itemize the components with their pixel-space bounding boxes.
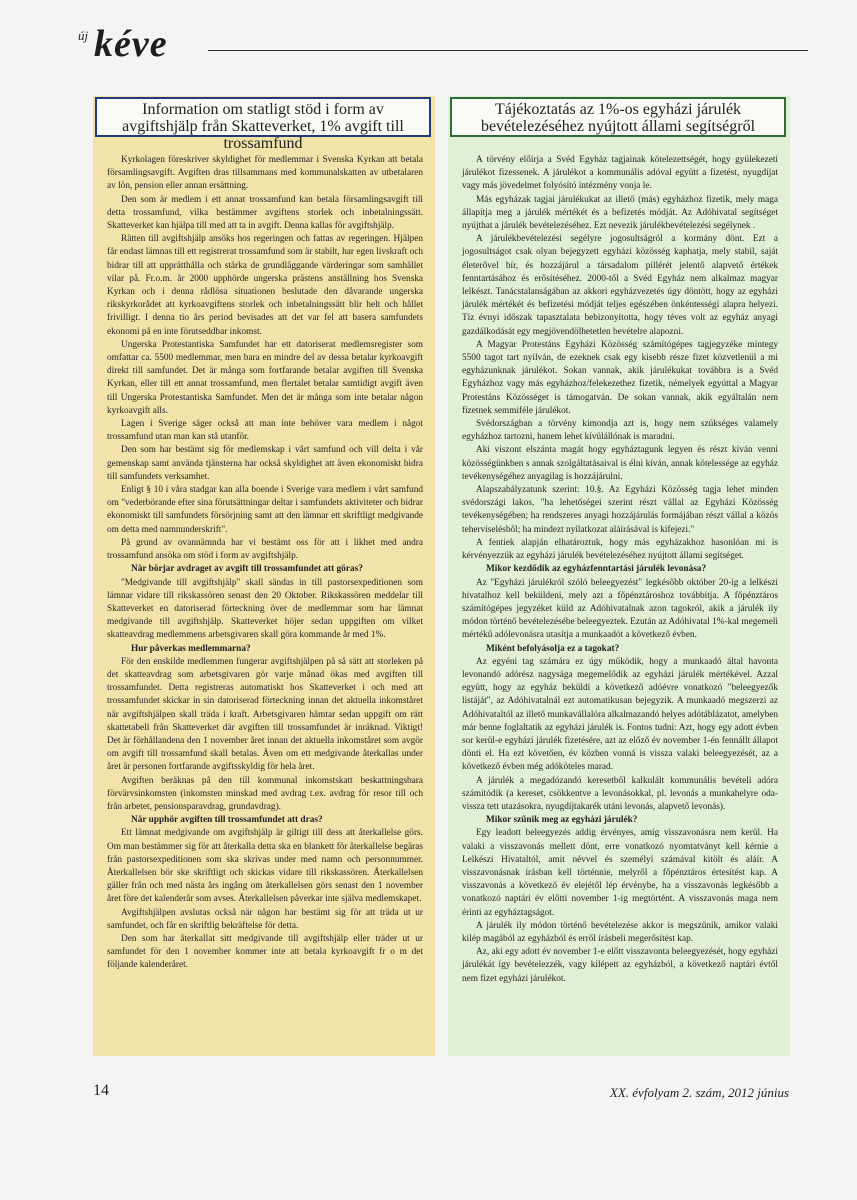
issue-line: XX. évfolyam 2. szám, 2012 június xyxy=(609,1085,789,1100)
subheading: Miként befolyásolja ez a tagokat? xyxy=(486,643,620,654)
swedish-article-body xyxy=(107,154,423,973)
hungarian-article-column xyxy=(448,96,790,1056)
paragraph: Enligt § 10 i våra stadgar kan alla boende i Sverige vara medlem i vårt samfund om "vederbörande efter sina förutsättningar deltar i samfundets aktiviteter och bidrar ekonomiskt till samfundets försörjning samt att den lämnar ett skriftligt medgivande om detta med namnunderskrift". xyxy=(107,485,423,535)
paragraph: Ungerska Protestantiska Samfundet har ett datoriserat medlemsregister som omfattar ca. 5500 medlemmar, men bara en mindre del av dessa betalar kyrkoavgift direkt till samfundet. Det är många som fortfarande betalar avgiften till Svenska Kyrkan, eller till ett annat trossamfund, men flertalet betalar samtidigt avgift även till Ungerska Protestantiska Samfundet. Men det är många som inte betalar någon kyrkoavgift alls. xyxy=(107,339,423,416)
swedish-article-column xyxy=(93,96,435,1056)
subheading: Mikor kezdődik az egyházfenntartási járulék levonása? xyxy=(486,564,707,575)
paragraph: Rätten till avgiftshjälp ansöks hos regeringen och fattas av regeringen. Hjälpen får endast lämnas till ett registrerat trossamfund som är stabilt, har egen livskraft och bidrar till att upprätthålla och stärka de grundläggande värderingar som samhället vilar på. Fr.o.m. år 2000 upphörde ungerska prästens anställning hos Svenska Kyrkan och i denna rådlösa situationen beslutade den dåvarande ungerska rikskyrkorådet att kyrkoavgiftens storlek och inbetalningssätt blir helt och hållet frivilligt. I denna tio års period bevisades att det var fel att basera samfundets ekonomi på en inte förutseddbar inkomst. xyxy=(107,234,423,337)
paragraph: A fentiek alapján elhatároztuk, hogy más egyházakhoz hasonlóan mi is kérvényezzük az egyházi járulék bevételezéséhez nyújtott állami segítséget. xyxy=(462,537,778,562)
paragraph: Aki viszont elszánta magát hogy egyháztagunk legyen és részt kíván venni közösségünkben s annak szolgáltatásaival is élni kíván, annak kötelessége az egyház tevékenységéhez anyagilag is hozzájárulni. xyxy=(462,445,778,482)
paragraph: A Magyar Protestáns Egyházi Közösség számítógépes tagjegyzéke mintegy 5500 tagot tart nyilván, de ezeknek csak egy kisebb része fizet közvetlenül a mi egyházunknak járulékot. Sokan vannak, akik járulékukat továbbra is a Svéd Egyházhoz vagy más egyházhoz/felekezethez fizetik, némelyek egyúttal a Magyar Protestáns Közösséget is támogatván. De sokan vannak, akik egyáltalán nem fizetnek semmiféle járulékot. xyxy=(462,339,778,416)
masthead xyxy=(78,24,808,64)
paragraph: Den som är medlem i ett annat trossamfund kan betala församlingsavgift till detta trossamfund, vilka bestämmer avgiftens storlek och inbetalningssätt. Skatteverket kan hjälpa till med att ta in avgift. Denna kallas för avgiftshjälp. xyxy=(107,194,423,232)
page-number: 14 xyxy=(93,1082,109,1099)
masthead-rule xyxy=(208,50,808,51)
masthead-logo: kéve xyxy=(94,23,168,65)
subheading: När upphör avgiften till trossamfundet att dras? xyxy=(131,815,323,826)
paragraph: För den enskilde medlemmen fungerar avgiftshjälpen på så sätt att storleken på det skatteavdrag som arbetsgivaren gör varje månad ökas med avgiften till trossamfundet. Detta registreras automatiskt hos Skatteverket i och med att trossamfundet skickar in sin datoriserad förteckning innan det aktuella inkomståret när avgiftshjälpen skall träda i kraft. Arbetsgivaren hämtar sedan uppgift om rätt skattetabell från Skatteverket där avgiften till trossamfundet är inräknad. Viktigt! Det är förhållandena den 1 november året innan det aktuella inkomståret som avgör om avgift till trossamfund skall betalas. Även om ett medgivande återkallas under året är personen fortfarande avgiftsskyldig för hela året. xyxy=(107,656,423,773)
paragraph: Egy leadott beleegyezés addig érvényes, amíg visszavonásra nem kerül. Ha valaki a visszavonás mellett dönt, erre vonatkozó nyomtatványt kell kérnie a Lelkészi Hivataltól, amit névvel és személyi számával kitölt és aláír. A visszavonásnak írásban kell történnie, melyről a főpénztáros értesítést kap. A visszavonás a következő év elejétől lép érvénybe, ha a visszavonás legkésőbb a vonatkozó naptári év előtti november 1-ig megtörtént. A visszavonás maga nem érinti az egyháztagságot. xyxy=(462,828,778,918)
paragraph: "Medgivande till avgiftshjälp" skall sändas in till pastorsexpeditionen som lämnar vidare till rikskassören senast den 20 Oktober. Rikskassören meddelar till Skatteverket en datoriserad förteckning över de medlemmar som har lämnat medgivande till avgiftshjälp. Skatteverket höjer sedan uppgiften om vilket skatteavdrag medlemmens arbetsgivaren skall göra kommande år med 1%. xyxy=(107,577,423,641)
title-line: Tájékoztatás az 1%-os egyházi járulék xyxy=(494,101,742,118)
paragraph: Avgiftshjälpen avslutas också när någon har bestämt sig för att träda ut ur samfundet, och får en skriftlig bekräftelse för detta. xyxy=(107,907,423,931)
title-line: bevételezéséhez nyújtott állami segítségről xyxy=(480,118,756,135)
paragraph: Más egyházak tagjai járulékukat az illető (más) egyházhoz fizetik, mely maga állapítja meg a járulék mértékét és a befizetés módját. Az Adóhivatal segítséget nyújthat a járulék bevételezéséhez. Ezt nevezik járulékbevételezési segélynek . xyxy=(462,194,778,232)
paragraph: Alapszabályzatunk szerint: 10.§. Az Egyházi Közösség tagja lehet minden svédországi lakos, "ha lehetőségei szerint részt vállal az Egyházi Közösség tevékenységében; ha rendszeres anyagi hozzájárulás formájában részt vállal a közös teherviselésből; ha mindezt nyilatkozat aláírásával is kifejezi." xyxy=(462,485,778,535)
paragraph: Den som har återkallat sitt medgivande till avgiftshjälp eller träder ut ur samfundet för den 1 november kommer inte att betala kyrkoavgift fr o m det följande kalenderåret. xyxy=(107,933,423,971)
paragraph: Svédországban a törvény kimondja azt is, hogy nem szükséges valamely egyházhoz tartozni, hanem lehet kívülállónak is maradni. xyxy=(462,419,778,443)
paragraph: Az egyéni tag számára ez úgy működik, hogy a munkaadó által havonta levonandó adórész nagysága megemelődik az egyházi járulék mértékével. Azzal együtt, hogy az egyház beküldi a következő adóévre vonatkozó "beleegyezők listáját", az Adóhivatalnál ezt automatikusan bejegyzik. A munkaadó megszerzi az Adóhivataltól az illető munkavállalóra alkalmazandó helyes adótáblázatot, amelyben már benne foglaltatik az egyházi járulék is. Fontos tudni: Azt, hogy egy adott évben sor kerül-e egyházi járulék fizetésére, azt az előző év november 1-én fennállt állapot dönti el. Ha ezt követően, év közben vonná is vissza valaki beleegyezését, az a következő évben még adóköteles marad. xyxy=(462,656,778,773)
paragraph: På grund av ovannämnda har vi bestämt oss för att i likhet med andra trossamfund ansöka om stöd i form av avgiftshjälp. xyxy=(107,537,423,562)
paragraph: Den som har bestämt sig för medlemskap i vårt samfund och vill delta i vår gemenskap samt använda tjänsterna har också skyldighet att även ekonomiskt bidra till samfundets verksamhet. xyxy=(107,445,423,482)
title-line: avgiftshjälp från Skatteverket, 1% avgift till trossamfund xyxy=(122,118,404,152)
paragraph: Avgiften beräknas på den till kommunal inkomstskatt beskattningsbara förvärvsinkomsten (inkomsten minskad med avdrag t.ex. avdrag för resor till och från arbetet, pensionsparavdrag, grundavdrag). xyxy=(107,775,423,812)
subheading: Hur påverkas medlemmarna? xyxy=(131,643,251,654)
paragraph: Kyrkolagen föreskriver skyldighet för medlemmar i Svenska Kyrkan att betala församlingsavgift. Avgiften dras tillsammans med kommunalskatten av utbetalaren av lön, pension eller annan ersättning. xyxy=(107,155,423,192)
paragraph: A járulékbevételezési segélyre jogosultságról a kormány dönt. Ezt a jogosultságot csak olyan bejegyzett egyházi közösség kaphatja, mely stabil, saját életerővel bír, és hozzájárul a társadalom pillérét jelentő alapvető értékek fenntartásához és erősítéséhez. 2000-től a Svéd Egyház nem alkalmaz magyar lelkészt. Tanácstalanságában az akkori egyházvezetés úgy döntött, hogy az egyházi járulék mértékét és befizetési módját teljes egészében önkéntességi alapra helyezi. Tíz évnyi időszak tapasztalata bebizonyította, hogy téves volt az egyház anyagi gazdálkodását egy megjövendölhetetlen bevételre alapozni. xyxy=(462,234,778,337)
subheading: Mikor szűnik meg az egyházi járulék? xyxy=(486,815,638,826)
hungarian-article-body xyxy=(462,154,778,986)
swedish-article-title xyxy=(95,97,431,152)
paragraph: A járulék a megadózandó keresetből kalkulált kommunális bevételi adóra számítódik (a kereset, csökkentve a levonásokkal, pl. levonás a munkahelyre oda-vissza tett utazásokra, nyugdíjtakarék utáni levonás, alapvető levonás). xyxy=(462,775,778,812)
paragraph: Lagen i Sverige säger också att man inte behöver vara medlem i något trossamfund utan man kan stå utanför. xyxy=(107,419,423,443)
paragraph: Az, aki egy adott év november 1-e előtt visszavonta beleegyezését, hogy egyházi járulékát így bevételezzék, vagy kilépett az egyházból, a következő naptári évtől nem fizet egyházi járulékot. xyxy=(462,947,778,984)
masthead-prefix: új xyxy=(78,28,89,43)
hungarian-article-title xyxy=(450,97,786,137)
paragraph: Az "Egyházi járulékról szóló beleegyezést" legkésőbb október 20-ig a lelkészi hivatalhoz kell beküldeni, mely azt a főpénztároshoz továbbítja. A főpénztáros számítógépes jegyzéket küld az Adóhivatalnak azon tagokról, akik a járulék ily módon történő bevételezésébe beleegyeztek. Ezután az Adóhivatal 1%-kal megemeli mértékű adólevonásra utasítja a munkaadót a következő évben. xyxy=(462,577,778,641)
paragraph: A törvény előírja a Svéd Egyház tagjainak kötelezettségét, hogy gyülekezeti járulékot fizessenek. A járulékot a kommunális adóval együtt a fizetést, nyugdíjat vagy más jövedelmet folyósító intézmény vonja le. xyxy=(462,155,778,192)
paragraph: A járulék ily módon történő bevételezése akkor is megszűnik, amikor valaki kilép magából az egyházból és erről írásbeli megerősítést kap. xyxy=(462,920,778,944)
paragraph: Ett lämnat medgivande om avgiftshjälp är giltigt till dess att återkallelse görs. Om man bestämmer sig för att återkalla detta ska en blankett för återkallelse begäras från pastorsexpeditionen som ska skrivas under med namn och personnummer. Återkallelsen bör ske skriftligt och skickas vidare till rikskassören. Återkallelsen gäller från och med nästa års ingång om återkallelsen görs senast den 1 november året före det kalenderår som avses. Återkallelsen påverkar inte själva medlemskapet. xyxy=(107,828,423,905)
title-line: Information om statligt stöd i form av xyxy=(142,101,384,118)
subheading: När börjar avdraget av avgift till trossamfundet att göras? xyxy=(131,564,363,575)
